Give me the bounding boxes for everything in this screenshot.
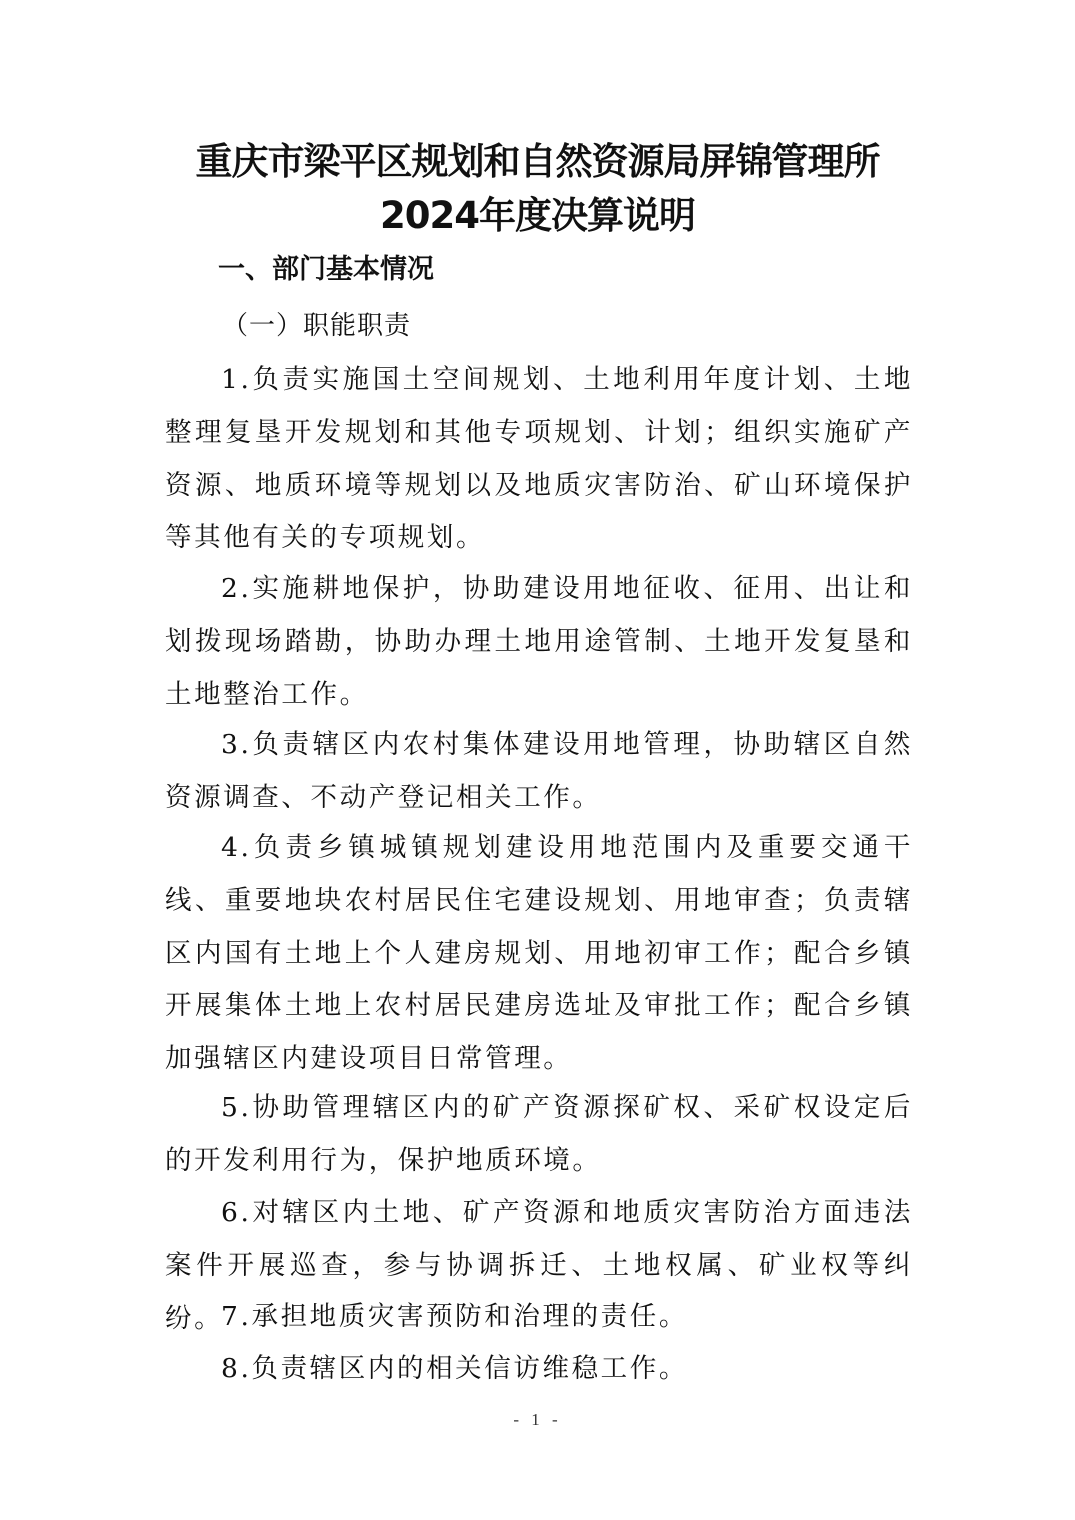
- paragraph-7: 7.承担地质灾害预防和治理的责任。: [221, 1301, 688, 1332]
- paragraph-3: 3.负责辖区内农村集体建设用地管理，协助辖区自然资源调查、不动产登记相关工作。: [165, 729, 913, 813]
- section-heading: 一、部门基本情况: [218, 254, 434, 285]
- document-title-line1: 重庆市梁平区规划和自然资源局屏锦管理所: [195, 140, 880, 183]
- document-title-line2: 2024年度决算说明: [380, 194, 695, 237]
- paragraph-1: 1.负责实施国土空间规划、土地利用年度计划、土地整理复垦开发规划和其他专项规划、计划；组织实施矿产资源、地质环境等规划以及地质灾害防治、矿山环境保护等其他有关的专项规划。: [165, 364, 913, 554]
- subsection-heading: （一）职能职责: [222, 311, 412, 341]
- paragraph-4: 4.负责乡镇城镇规划建设用地范围内及重要交通干线、重要地块农村居民住宅建设规划、用地审查；负责辖区内国有土地上个人建房规划、用地初审工作；配合乡镇开展集体土地上农村居民建房选址及审批工作；配合乡镇加强辖区内建设项目日常管理。: [165, 832, 913, 1075]
- paragraph-5: 5.协助管理辖区内的矿产资源探矿权、采矿权设定后的开发利用行为，保护地质环境。: [165, 1092, 913, 1176]
- paragraph-6: 6.对辖区内土地、矿产资源和地质灾害防治方面违法案件开展巡查，参与协调拆迁、土地权属、矿业权等纠纷。: [165, 1197, 913, 1334]
- page-number: - 1 -: [513, 1410, 562, 1429]
- paragraph-2: 2.实施耕地保护，协助建设用地征收、征用、出让和划拨现场踏勘，协助办理土地用途管制、土地开发复垦和土地整治工作。: [165, 573, 913, 710]
- paragraph-8: 8.负责辖区内的相关信访维稳工作。: [221, 1353, 688, 1384]
